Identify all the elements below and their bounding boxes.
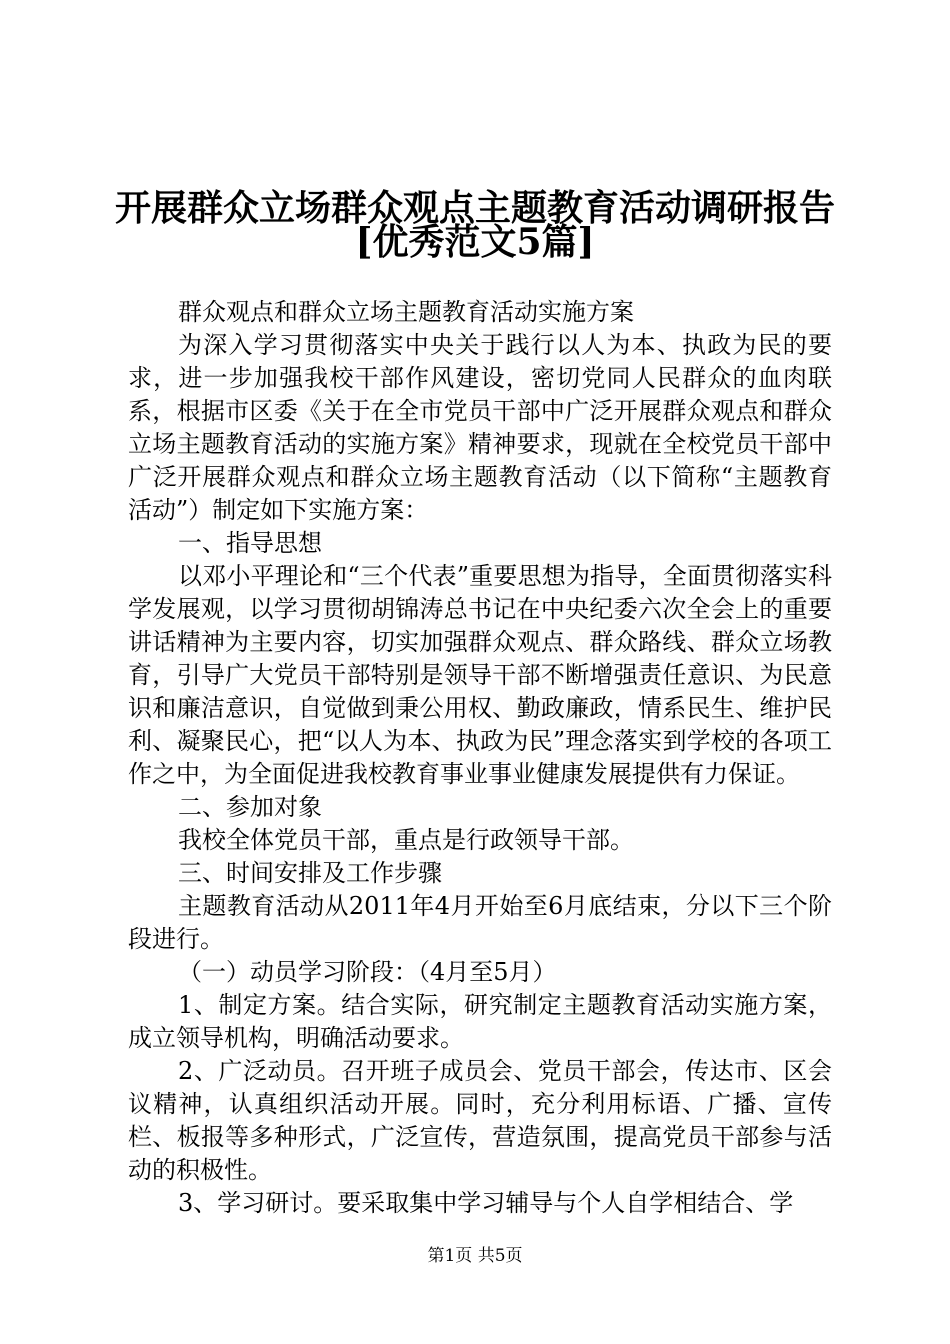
heading-participants: 二、参加对象 [178,793,322,821]
document-body [128,296,832,1220]
paragraph-step-1: 1、制定方案。结合实际，研究制定主题教育活动实施方案，成立领导机构，明确活动要求。 [128,991,832,1052]
heading-stage-one: （一）动员学习阶段：（4月至5月） [178,958,557,986]
page-footer: 第1页 共5页 [427,1246,523,1266]
paragraph-plan-title: 群众观点和群众立场主题教育活动实施方案 [178,298,634,326]
document-title-line1: 开展群众立场群众观点主题教育活动调研报告 [114,187,835,229]
paragraph-participants: 我校全体党员干部，重点是行政领导干部。 [178,826,634,854]
paragraph-schedule: 主题教育活动从2011年4月开始至6月底结束，分以下三个阶段进行。 [128,892,832,953]
paragraph-step-2: 2、广泛动员。召开班子成员会、党员干部会，传达市、区会议精神，认真组织活动开展。同时，充分利用标语、广播、宣传栏、板报等多种形式，广泛宣传，营造氛围，提高党员干部参与活动的积极性。 [128,1057,832,1184]
heading-schedule: 三、时间安排及工作步骤 [178,859,442,887]
document-title-line2: [优秀范文5篇] [355,221,595,263]
heading-guiding-thought: 一、指导思想 [178,529,322,557]
paragraph-guiding-thought: 以邓小平理论和“三个代表”重要思想为指导，全面贯彻落实科学发展观，以学习贯彻胡锦涛总书记在中央纪委六次全会上的重要讲话精神为主要内容，切实加强群众观点、群众路线、群众立场教育，引导广大党员干部特别是领导干部不断增强责任意识、为民意识和廉洁意识，自觉做到秉公用权、勤政廉政，情系民生、维护民利、凝聚民心，把“以人为本、执政为民”理念落实到学校的各项工作之中，为全面促进我校教育事业事业健康发展提供有力保证。 [128,562,832,788]
paragraph-step-3: 3、学习研讨。要采取集中学习辅导与个人自学相结合、学 [178,1189,794,1217]
paragraph-intro: 为深入学习贯彻落实中央关于践行以人为本、执政为民的要求，进一步加强我校干部作风建设，密切党同人民群众的血肉联系，根据市区委《关于在全市党员干部中广泛开展群众观点和群众立场主题教育活动的实施方案》精神要求，现就在全校党员干部中广泛开展群众观点和群众立场主题教育活动（以下简称“主题教育活动”）制定如下实施方案： [128,331,832,524]
